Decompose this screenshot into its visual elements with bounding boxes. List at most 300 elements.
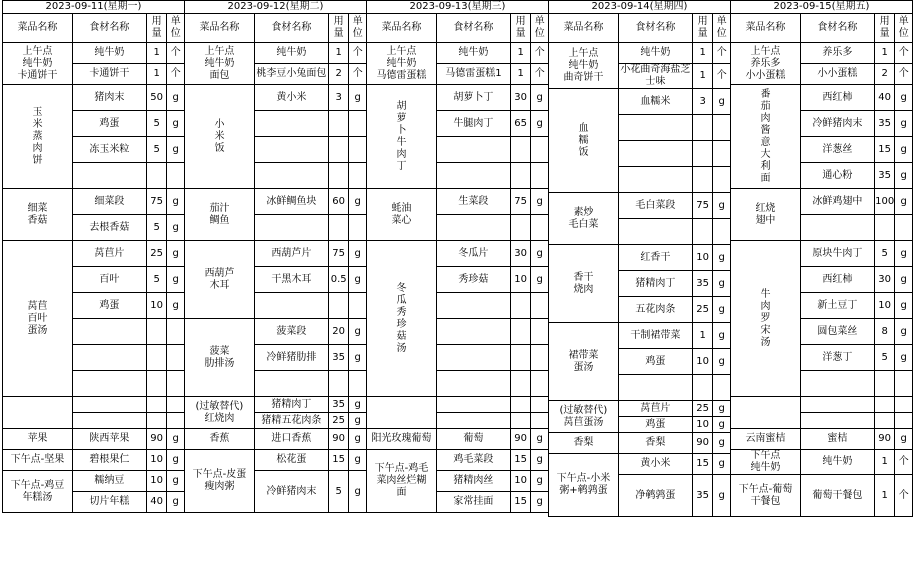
- ingredient-cell[interactable]: 鸡蛋: [618, 417, 692, 433]
- unit-cell[interactable]: g: [713, 297, 731, 323]
- unit-cell[interactable]: 个: [713, 43, 731, 64]
- dish-cell[interactable]: 上午点 纯牛奶 马德雷蛋糕: [367, 43, 437, 85]
- quantity-cell[interactable]: 50: [146, 85, 167, 111]
- quantity-cell[interactable]: [328, 371, 349, 397]
- dish-cell[interactable]: 牛肉罗宋汤: [731, 241, 801, 397]
- ingredient-cell[interactable]: 卡通饼干: [72, 64, 146, 85]
- quantity-cell[interactable]: 65: [510, 111, 531, 137]
- quantity-cell[interactable]: [692, 167, 713, 193]
- ingredient-cell[interactable]: 纯牛奶: [72, 43, 146, 64]
- quantity-cell[interactable]: [510, 215, 531, 241]
- dish-cell[interactable]: 胡萝卜牛肉丁: [367, 85, 437, 189]
- dish-cell[interactable]: 茄汁 鲷鱼: [185, 189, 255, 241]
- ingredient-cell[interactable]: [800, 397, 874, 413]
- quantity-cell[interactable]: 90: [328, 429, 349, 450]
- quantity-cell[interactable]: 1: [146, 43, 167, 64]
- ingredient-cell[interactable]: 生菜段: [436, 189, 510, 215]
- dish-cell[interactable]: 香梨: [549, 433, 619, 454]
- quantity-cell[interactable]: 3: [692, 89, 713, 115]
- unit-cell[interactable]: [531, 163, 549, 189]
- unit-cell[interactable]: g: [167, 267, 185, 293]
- ingredient-cell[interactable]: 小花曲奇海盐芝士味: [620, 64, 691, 87]
- quantity-cell[interactable]: [328, 215, 349, 241]
- ingredient-cell[interactable]: 冻玉米粒: [72, 137, 146, 163]
- dish-cell[interactable]: 莴苣 百叶 蛋汤: [3, 241, 73, 397]
- quantity-cell[interactable]: 1: [874, 475, 895, 517]
- ingredient-cell[interactable]: 马德雷蛋糕1: [436, 64, 510, 85]
- ingredient-cell[interactable]: [72, 371, 146, 397]
- quantity-cell[interactable]: 75: [510, 189, 531, 215]
- ingredient-cell[interactable]: 家常挂面: [436, 492, 510, 513]
- dish-cell[interactable]: 下午点-皮蛋 瘦肉粥: [185, 450, 255, 513]
- quantity-cell[interactable]: [328, 137, 349, 163]
- quantity-cell[interactable]: 1: [510, 64, 531, 85]
- unit-cell[interactable]: g: [531, 189, 549, 215]
- quantity-cell[interactable]: [328, 163, 349, 189]
- unit-cell[interactable]: g: [167, 241, 185, 267]
- ingredient-cell[interactable]: 新土豆丁: [800, 293, 874, 319]
- dish-cell[interactable]: 下午点 纯牛奶: [731, 450, 801, 475]
- quantity-cell[interactable]: 10: [146, 471, 167, 492]
- ingredient-cell[interactable]: 五花肉条: [618, 297, 692, 323]
- ingredient-cell[interactable]: 百叶: [72, 267, 146, 293]
- dish-cell[interactable]: 上午点 纯牛奶 曲奇饼干: [549, 43, 619, 89]
- quantity-cell[interactable]: 1: [874, 450, 895, 475]
- quantity-cell[interactable]: 1: [692, 43, 713, 64]
- unit-cell[interactable]: [895, 413, 913, 429]
- unit-cell[interactable]: g: [895, 163, 913, 189]
- ingredient-cell[interactable]: 净鹌鹑蛋: [618, 475, 692, 517]
- ingredient-cell[interactable]: 洋葱丝: [800, 137, 874, 163]
- ingredient-cell[interactable]: [436, 413, 510, 429]
- unit-cell[interactable]: [349, 371, 367, 397]
- unit-cell[interactable]: [713, 141, 731, 167]
- dish-cell[interactable]: 阳光玫瑰葡萄: [367, 429, 437, 450]
- unit-cell[interactable]: g: [895, 85, 913, 111]
- ingredient-cell[interactable]: 鸡蛋: [72, 111, 146, 137]
- dish-cell[interactable]: 香蕉: [185, 429, 255, 450]
- ingredient-cell[interactable]: [72, 319, 146, 345]
- quantity-cell[interactable]: 15: [692, 454, 713, 475]
- ingredient-cell[interactable]: 干黑木耳: [254, 267, 328, 293]
- ingredient-cell[interactable]: 纯牛奶: [800, 450, 874, 475]
- unit-cell[interactable]: g: [349, 413, 367, 429]
- unit-cell[interactable]: g: [167, 111, 185, 137]
- quantity-cell[interactable]: 90: [510, 429, 531, 450]
- ingredient-cell[interactable]: [436, 371, 510, 397]
- unit-cell[interactable]: [531, 137, 549, 163]
- ingredient-cell[interactable]: [254, 111, 328, 137]
- ingredient-cell[interactable]: 黄小米: [618, 454, 692, 475]
- dish-cell[interactable]: 细菜 香菇: [3, 189, 73, 241]
- unit-cell[interactable]: g: [895, 111, 913, 137]
- ingredient-cell[interactable]: 小小蛋糕: [800, 64, 874, 85]
- quantity-cell[interactable]: 35: [874, 163, 895, 189]
- ingredient-cell[interactable]: 牛腿肉丁: [436, 111, 510, 137]
- unit-cell[interactable]: g: [167, 429, 185, 450]
- quantity-cell[interactable]: 25: [692, 401, 713, 417]
- ingredient-cell[interactable]: 纯牛奶: [436, 43, 510, 64]
- quantity-cell[interactable]: [874, 397, 895, 413]
- ingredient-cell[interactable]: 鸡蛋: [72, 293, 146, 319]
- unit-cell[interactable]: g: [531, 429, 549, 450]
- dish-cell[interactable]: 冬瓜秀珍菇汤: [367, 241, 437, 397]
- quantity-cell[interactable]: 10: [692, 417, 713, 433]
- quantity-cell[interactable]: 5: [146, 137, 167, 163]
- unit-cell[interactable]: g: [349, 85, 367, 111]
- quantity-cell[interactable]: 40: [146, 492, 167, 513]
- quantity-cell[interactable]: 5: [146, 111, 167, 137]
- ingredient-cell[interactable]: 细菜段: [72, 189, 146, 215]
- ingredient-cell[interactable]: [436, 163, 510, 189]
- quantity-cell[interactable]: 10: [510, 471, 531, 492]
- unit-cell[interactable]: g: [531, 267, 549, 293]
- unit-cell[interactable]: [349, 293, 367, 319]
- unit-cell[interactable]: [167, 319, 185, 345]
- ingredient-cell[interactable]: [800, 413, 874, 429]
- quantity-cell[interactable]: 5: [146, 215, 167, 241]
- quantity-cell[interactable]: 10: [692, 349, 713, 375]
- ingredient-cell[interactable]: [618, 115, 692, 141]
- unit-cell[interactable]: g: [167, 85, 185, 111]
- dish-cell[interactable]: [3, 397, 73, 429]
- unit-cell[interactable]: [895, 397, 913, 413]
- ingredient-cell[interactable]: [436, 345, 510, 371]
- unit-cell[interactable]: g: [713, 323, 731, 349]
- unit-cell[interactable]: g: [895, 429, 913, 450]
- dish-cell[interactable]: 下午点-鸡豆 年糕汤: [3, 471, 73, 513]
- unit-cell[interactable]: [895, 371, 913, 397]
- quantity-cell[interactable]: 15: [328, 450, 349, 471]
- dish-cell[interactable]: 小米饭: [185, 85, 255, 189]
- unit-cell[interactable]: g: [895, 189, 913, 215]
- quantity-cell[interactable]: [146, 397, 167, 413]
- unit-cell[interactable]: [349, 111, 367, 137]
- quantity-cell[interactable]: 30: [510, 85, 531, 111]
- unit-cell[interactable]: g: [349, 450, 367, 471]
- ingredient-cell[interactable]: 陕西苹果: [72, 429, 146, 450]
- unit-cell[interactable]: g: [713, 349, 731, 375]
- unit-cell[interactable]: 个: [167, 64, 185, 85]
- dish-cell[interactable]: 苹果: [3, 429, 73, 450]
- unit-cell[interactable]: g: [349, 471, 367, 513]
- unit-cell[interactable]: g: [713, 271, 731, 297]
- dish-cell[interactable]: 素炒 毛白菜: [549, 193, 619, 245]
- ingredient-cell[interactable]: 冰鲜鸡翅中: [800, 189, 874, 215]
- dish-cell[interactable]: (过敏替代) 红烧肉: [185, 397, 255, 429]
- unit-cell[interactable]: [713, 115, 731, 141]
- ingredient-cell[interactable]: [254, 163, 328, 189]
- unit-cell[interactable]: 个: [895, 475, 913, 517]
- quantity-cell[interactable]: [692, 141, 713, 167]
- ingredient-cell[interactable]: 血糯米: [618, 89, 692, 115]
- quantity-cell[interactable]: 90: [146, 429, 167, 450]
- unit-cell[interactable]: g: [531, 492, 549, 513]
- ingredient-cell[interactable]: 干制裙带菜: [618, 323, 692, 349]
- ingredient-cell[interactable]: 冬瓜片: [436, 241, 510, 267]
- unit-cell[interactable]: [531, 413, 549, 429]
- unit-cell[interactable]: g: [713, 193, 731, 219]
- quantity-cell[interactable]: 5: [146, 267, 167, 293]
- ingredient-cell[interactable]: [800, 215, 874, 241]
- unit-cell[interactable]: g: [349, 345, 367, 371]
- dish-cell[interactable]: 红烧 翅中: [731, 189, 801, 241]
- quantity-cell[interactable]: 10: [692, 245, 713, 271]
- ingredient-cell[interactable]: 糯纳豆: [72, 471, 146, 492]
- quantity-cell[interactable]: 2: [874, 64, 895, 85]
- unit-cell[interactable]: g: [349, 267, 367, 293]
- ingredient-cell[interactable]: 胡萝卜丁: [436, 85, 510, 111]
- quantity-cell[interactable]: 25: [692, 297, 713, 323]
- ingredient-cell[interactable]: [254, 293, 328, 319]
- unit-cell[interactable]: [167, 345, 185, 371]
- unit-cell[interactable]: g: [167, 471, 185, 492]
- dish-cell[interactable]: 上午点 纯牛奶 卡通饼干: [3, 43, 73, 85]
- unit-cell[interactable]: g: [713, 245, 731, 271]
- ingredient-cell[interactable]: [436, 319, 510, 345]
- ingredient-cell[interactable]: 秀珍菇: [436, 267, 510, 293]
- ingredient-cell[interactable]: 碧根果仁: [72, 450, 146, 471]
- unit-cell[interactable]: [349, 163, 367, 189]
- unit-cell[interactable]: 个: [531, 64, 549, 85]
- quantity-cell[interactable]: 75: [692, 193, 713, 219]
- ingredient-cell[interactable]: [800, 371, 874, 397]
- unit-cell[interactable]: g: [895, 293, 913, 319]
- ingredient-cell[interactable]: 菠菜段: [254, 319, 328, 345]
- unit-cell[interactable]: [167, 413, 185, 429]
- ingredient-cell[interactable]: 葡萄干餐包: [800, 475, 874, 517]
- unit-cell[interactable]: g: [531, 111, 549, 137]
- quantity-cell[interactable]: [328, 111, 349, 137]
- ingredient-cell[interactable]: 松花蛋: [254, 450, 328, 471]
- quantity-cell[interactable]: [510, 345, 531, 371]
- dish-cell[interactable]: 香干 烧肉: [549, 245, 619, 323]
- dish-cell[interactable]: 下午点-坚果: [3, 450, 73, 471]
- dish-cell[interactable]: 裙带菜 蛋汤: [549, 323, 619, 401]
- quantity-cell[interactable]: [510, 293, 531, 319]
- quantity-cell[interactable]: [874, 215, 895, 241]
- quantity-cell[interactable]: 35: [692, 271, 713, 297]
- quantity-cell[interactable]: 40: [874, 85, 895, 111]
- quantity-cell[interactable]: 100: [874, 189, 895, 215]
- ingredient-cell[interactable]: 冰鲜鲷鱼块: [254, 189, 328, 215]
- quantity-cell[interactable]: [874, 371, 895, 397]
- quantity-cell[interactable]: 15: [874, 137, 895, 163]
- quantity-cell[interactable]: 5: [874, 345, 895, 371]
- quantity-cell[interactable]: [510, 413, 531, 429]
- ingredient-cell[interactable]: [618, 219, 692, 245]
- quantity-cell[interactable]: 1: [692, 323, 713, 349]
- quantity-cell[interactable]: 25: [328, 413, 349, 429]
- unit-cell[interactable]: [531, 345, 549, 371]
- quantity-cell[interactable]: 20: [328, 319, 349, 345]
- ingredient-cell[interactable]: 猪肉末: [72, 85, 146, 111]
- quantity-cell[interactable]: 8: [874, 319, 895, 345]
- ingredient-cell[interactable]: 猪精肉丁: [618, 271, 692, 297]
- ingredient-cell[interactable]: [618, 167, 692, 193]
- quantity-cell[interactable]: [510, 163, 531, 189]
- unit-cell[interactable]: [167, 163, 185, 189]
- quantity-cell[interactable]: 35: [874, 111, 895, 137]
- dish-cell[interactable]: 西葫芦 木耳: [185, 241, 255, 319]
- unit-cell[interactable]: g: [349, 241, 367, 267]
- unit-cell[interactable]: 个: [895, 43, 913, 64]
- dish-cell[interactable]: 上午点 纯牛奶 面包: [185, 43, 255, 85]
- unit-cell[interactable]: g: [167, 189, 185, 215]
- ingredient-cell[interactable]: 鸡毛菜段: [436, 450, 510, 471]
- unit-cell[interactable]: [167, 397, 185, 413]
- quantity-cell[interactable]: [328, 293, 349, 319]
- unit-cell[interactable]: [895, 215, 913, 241]
- unit-cell[interactable]: g: [713, 401, 731, 417]
- unit-cell[interactable]: 个: [349, 43, 367, 64]
- quantity-cell[interactable]: 35: [328, 345, 349, 371]
- quantity-cell[interactable]: 75: [146, 189, 167, 215]
- unit-cell[interactable]: [349, 137, 367, 163]
- unit-cell[interactable]: g: [531, 241, 549, 267]
- quantity-cell[interactable]: 15: [510, 492, 531, 513]
- quantity-cell[interactable]: 0.5: [328, 267, 349, 293]
- dish-cell[interactable]: [731, 397, 801, 429]
- unit-cell[interactable]: [167, 371, 185, 397]
- quantity-cell[interactable]: 1: [146, 64, 167, 85]
- ingredient-cell[interactable]: 西红柿: [800, 85, 874, 111]
- ingredient-cell[interactable]: 冷鲜猪肉末: [800, 111, 874, 137]
- quantity-cell[interactable]: 5: [328, 471, 349, 513]
- unit-cell[interactable]: g: [713, 89, 731, 115]
- unit-cell[interactable]: g: [895, 137, 913, 163]
- unit-cell[interactable]: g: [167, 293, 185, 319]
- unit-cell[interactable]: g: [895, 267, 913, 293]
- quantity-cell[interactable]: [692, 115, 713, 141]
- ingredient-cell[interactable]: 香梨: [618, 433, 692, 454]
- quantity-cell[interactable]: 10: [146, 450, 167, 471]
- unit-cell[interactable]: [713, 219, 731, 245]
- unit-cell[interactable]: [531, 215, 549, 241]
- ingredient-cell[interactable]: 原块牛肉丁: [800, 241, 874, 267]
- unit-cell[interactable]: 个: [349, 64, 367, 85]
- quantity-cell[interactable]: 10: [510, 267, 531, 293]
- ingredient-cell[interactable]: [436, 293, 510, 319]
- quantity-cell[interactable]: [510, 371, 531, 397]
- unit-cell[interactable]: 个: [895, 450, 913, 475]
- dish-cell[interactable]: [367, 397, 437, 429]
- ingredient-cell[interactable]: [72, 345, 146, 371]
- unit-cell[interactable]: g: [713, 454, 731, 475]
- quantity-cell[interactable]: [146, 413, 167, 429]
- dish-cell[interactable]: 玉米蒸肉饼: [3, 85, 73, 189]
- unit-cell[interactable]: g: [895, 241, 913, 267]
- quantity-cell[interactable]: 15: [510, 450, 531, 471]
- quantity-cell[interactable]: 2: [328, 64, 349, 85]
- unit-cell[interactable]: [531, 319, 549, 345]
- unit-cell[interactable]: [713, 167, 731, 193]
- dish-cell[interactable]: 云南蜜桔: [731, 429, 801, 450]
- unit-cell[interactable]: [531, 371, 549, 397]
- ingredient-cell[interactable]: 红香干: [618, 245, 692, 271]
- ingredient-cell[interactable]: 纯牛奶: [618, 43, 692, 64]
- dish-cell[interactable]: 下午点-小米 粥+鹌鹑蛋: [549, 454, 619, 517]
- ingredient-cell[interactable]: 莴苣片: [618, 401, 692, 417]
- unit-cell[interactable]: g: [349, 189, 367, 215]
- unit-cell[interactable]: g: [713, 417, 731, 433]
- unit-cell[interactable]: g: [713, 433, 731, 454]
- ingredient-cell[interactable]: 圆包菜丝: [800, 319, 874, 345]
- dish-cell[interactable]: 菠菜 肋排汤: [185, 319, 255, 397]
- unit-cell[interactable]: g: [349, 429, 367, 450]
- unit-cell[interactable]: g: [167, 450, 185, 471]
- ingredient-cell[interactable]: 桃李豆小兔面包: [254, 64, 328, 85]
- dish-cell[interactable]: 下午点-鸡毛 菜肉丝烂糊 面: [367, 450, 437, 513]
- quantity-cell[interactable]: [146, 163, 167, 189]
- quantity-cell[interactable]: 25: [146, 241, 167, 267]
- quantity-cell[interactable]: 3: [328, 85, 349, 111]
- unit-cell[interactable]: g: [349, 397, 367, 413]
- ingredient-cell[interactable]: [254, 371, 328, 397]
- quantity-cell[interactable]: 1: [692, 64, 713, 89]
- unit-cell[interactable]: g: [895, 345, 913, 371]
- quantity-cell[interactable]: [510, 319, 531, 345]
- quantity-cell[interactable]: [510, 397, 531, 413]
- unit-cell[interactable]: 个: [167, 43, 185, 64]
- ingredient-cell[interactable]: 猪精五花肉条: [254, 413, 328, 429]
- quantity-cell[interactable]: [510, 137, 531, 163]
- ingredient-cell[interactable]: 西红柿: [800, 267, 874, 293]
- ingredient-cell[interactable]: [72, 163, 146, 189]
- quantity-cell[interactable]: 60: [328, 189, 349, 215]
- quantity-cell[interactable]: 10: [874, 293, 895, 319]
- quantity-cell[interactable]: 1: [874, 43, 895, 64]
- quantity-cell[interactable]: 30: [874, 267, 895, 293]
- quantity-cell[interactable]: 75: [328, 241, 349, 267]
- ingredient-cell[interactable]: [436, 397, 510, 413]
- quantity-cell[interactable]: 90: [692, 433, 713, 454]
- unit-cell[interactable]: g: [713, 475, 731, 517]
- unit-cell[interactable]: g: [531, 85, 549, 111]
- ingredient-cell[interactable]: [618, 375, 692, 401]
- unit-cell[interactable]: g: [167, 492, 185, 513]
- dish-cell[interactable]: 下午点-葡萄 干餐包: [731, 475, 801, 517]
- ingredient-cell[interactable]: [254, 137, 328, 163]
- ingredient-cell[interactable]: 鸡蛋: [618, 349, 692, 375]
- dish-cell[interactable]: 蚝油 菜心: [367, 189, 437, 241]
- unit-cell[interactable]: [713, 375, 731, 401]
- ingredient-cell[interactable]: [436, 137, 510, 163]
- ingredient-cell[interactable]: 毛白菜段: [618, 193, 692, 219]
- ingredient-cell[interactable]: 冷鲜猪肉末: [254, 471, 328, 513]
- unit-cell[interactable]: g: [167, 137, 185, 163]
- unit-cell[interactable]: [349, 215, 367, 241]
- ingredient-cell[interactable]: 通心粉: [800, 163, 874, 189]
- quantity-cell[interactable]: 5: [874, 241, 895, 267]
- unit-cell[interactable]: 个: [895, 64, 913, 85]
- ingredient-cell[interactable]: 养乐多: [800, 43, 874, 64]
- quantity-cell[interactable]: [146, 345, 167, 371]
- unit-cell[interactable]: g: [167, 215, 185, 241]
- ingredient-cell[interactable]: [254, 215, 328, 241]
- quantity-cell[interactable]: 35: [328, 397, 349, 413]
- ingredient-cell[interactable]: 猪精肉丁: [254, 397, 328, 413]
- ingredient-cell[interactable]: 葡萄: [436, 429, 510, 450]
- unit-cell[interactable]: 个: [713, 64, 731, 89]
- quantity-cell[interactable]: [692, 375, 713, 401]
- unit-cell[interactable]: [531, 293, 549, 319]
- dish-cell[interactable]: 番茄肉酱意大利面: [731, 85, 801, 189]
- ingredient-cell[interactable]: [72, 397, 146, 413]
- quantity-cell[interactable]: [146, 319, 167, 345]
- quantity-cell[interactable]: 1: [328, 43, 349, 64]
- ingredient-cell[interactable]: 冷鲜猪肋排: [254, 345, 328, 371]
